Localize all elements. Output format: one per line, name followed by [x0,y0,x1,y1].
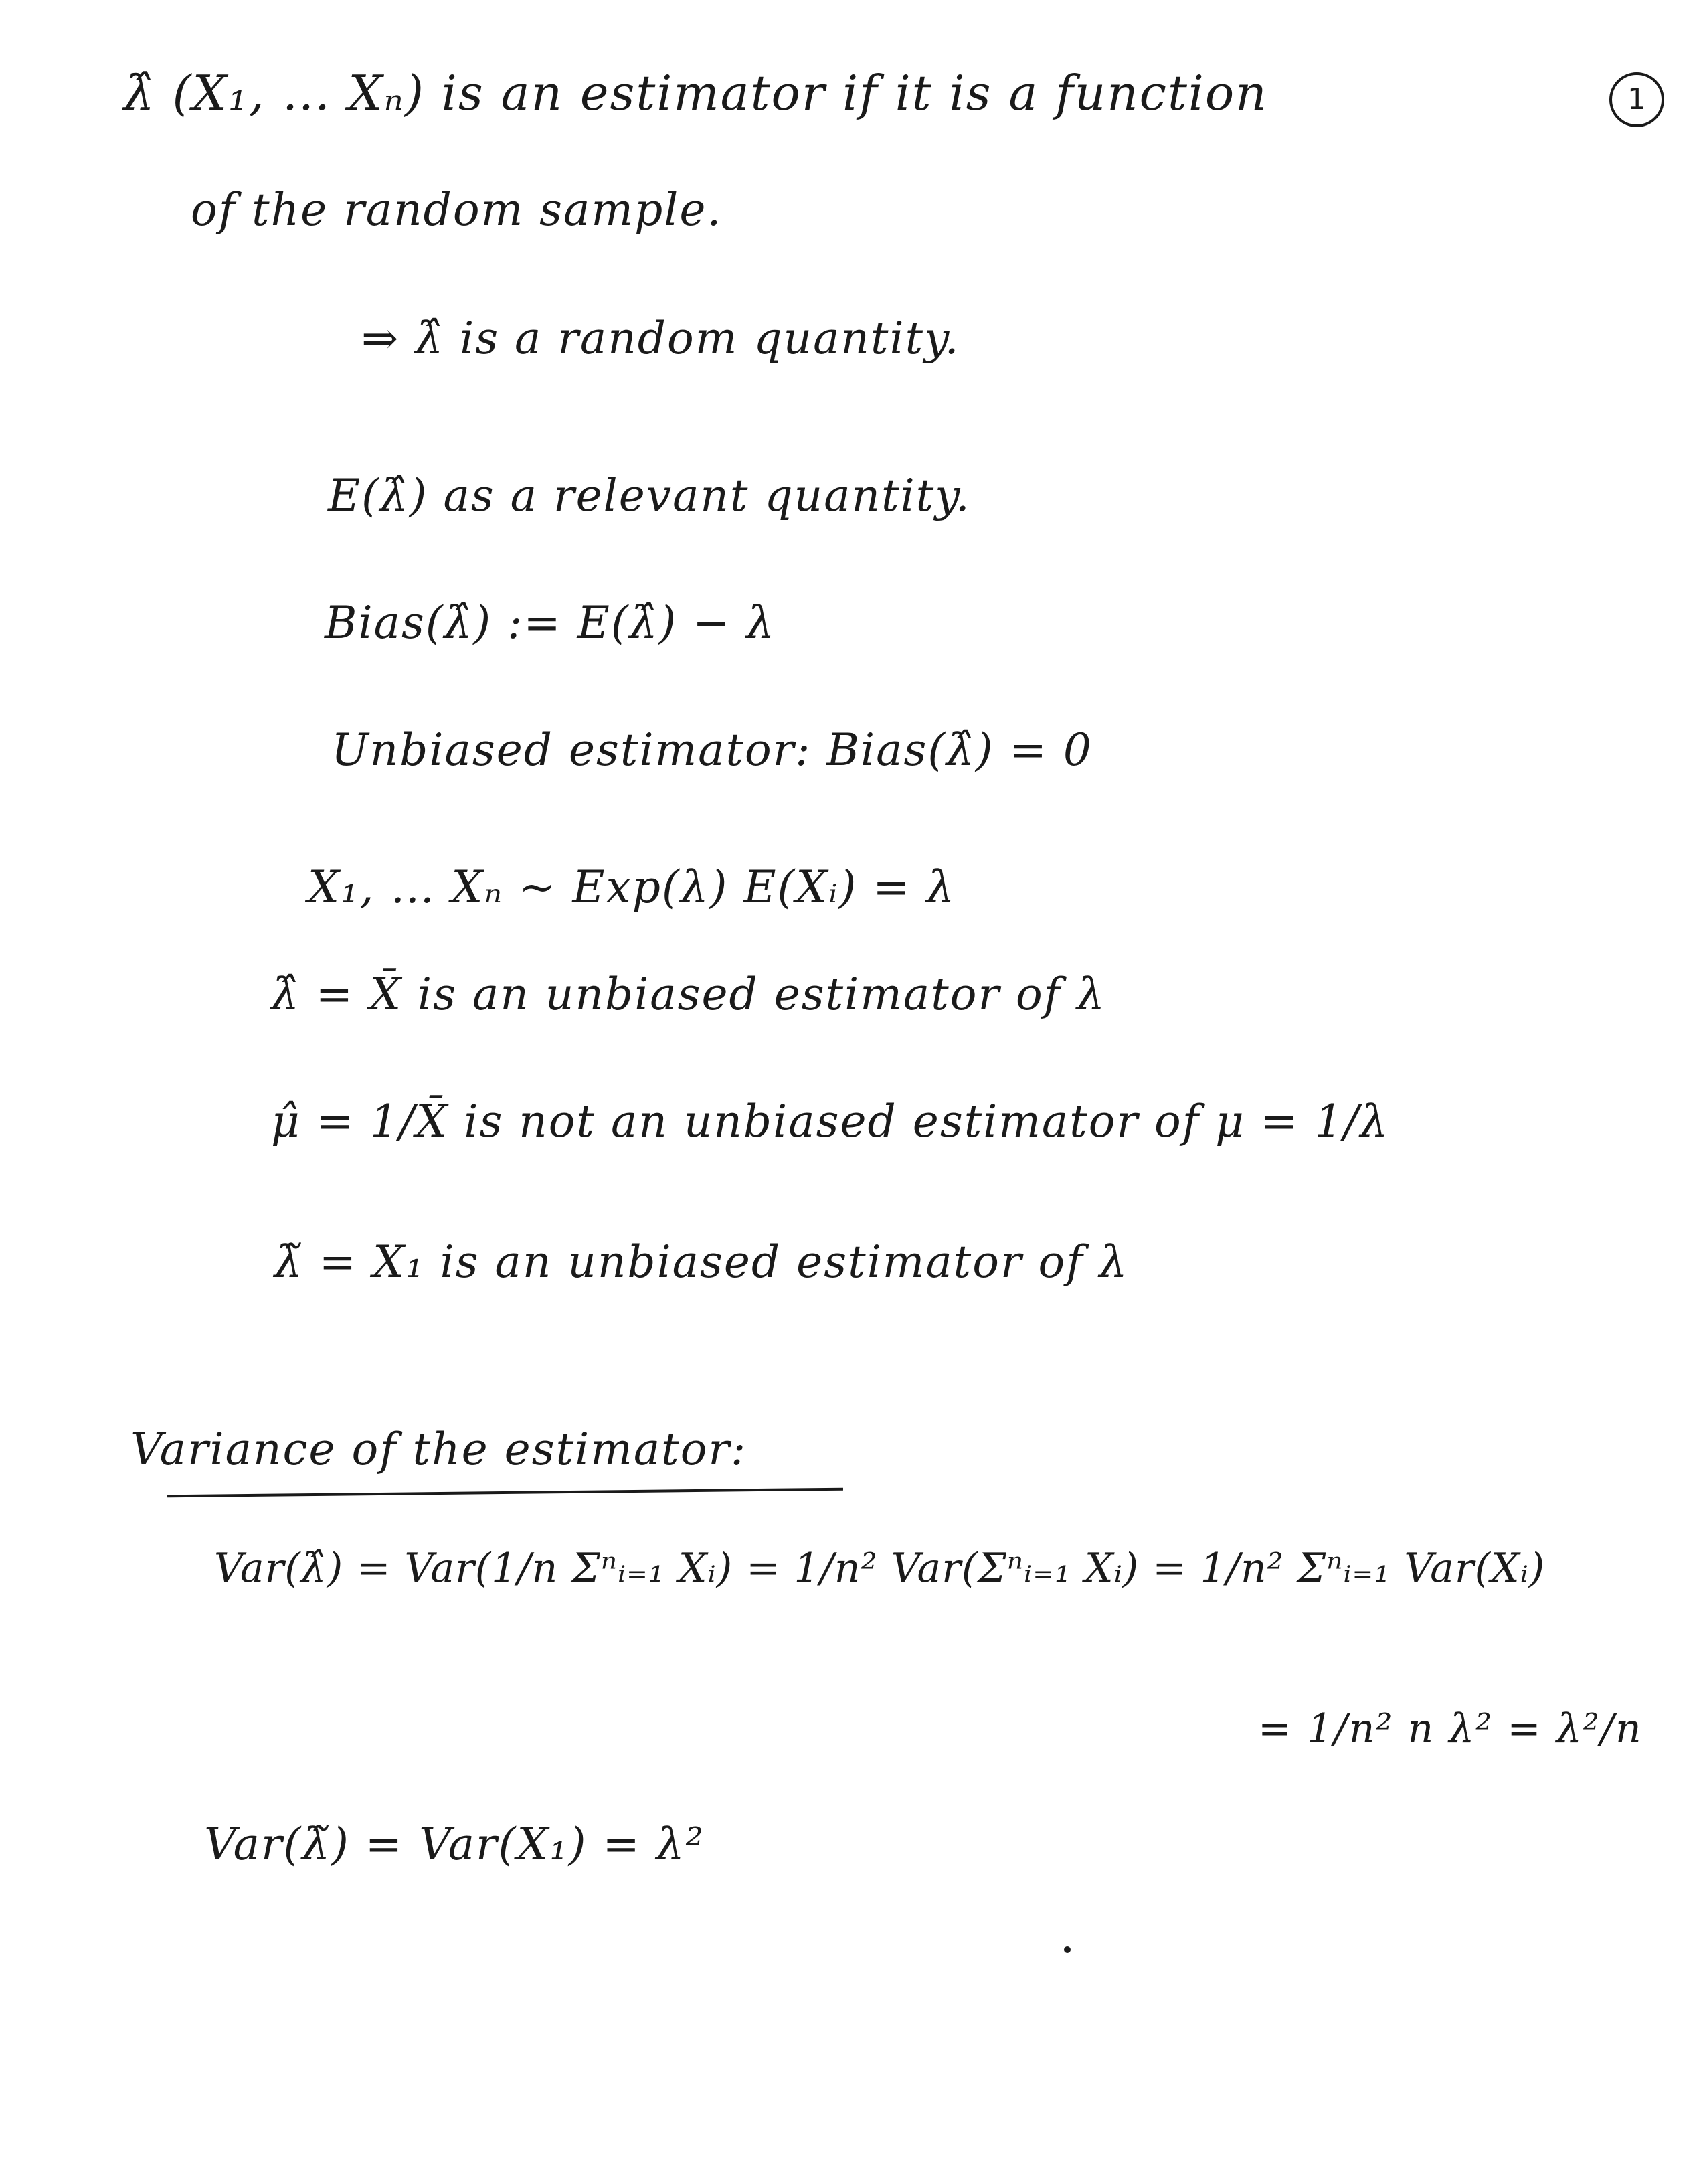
exponential-sample-line: X₁, … Xₙ ~ Exp(λ) E(Xᵢ) = λ [308,861,956,913]
variance-heading: Variance of the estimator: [130,1424,747,1475]
variance-of-mean-result: = 1/n² n λ² = λ²/n [1258,1705,1643,1752]
estimator-definition-line: λ̂ (X₁, … Xₙ) is an estimator if it is a function [124,65,1268,121]
page-number: 1 [1609,72,1664,127]
expectation-line: E(λ̂) as a relevant quantity. [328,470,971,521]
reciprocal-mean-biased-line: μ̂ = 1/X̄ is not an unbiased estimator of μ = 1/λ [271,1096,1390,1147]
heading-underline [167,1488,843,1498]
bias-definition: Bias(λ̂) := E(λ̂) − λ [325,597,776,649]
variance-of-mean-derivation: Var(λ̂) = Var(1/n Σⁿᵢ₌₁ Xᵢ) = 1/n² Var(Σⁿᵢ₌₁ Xᵢ) = 1/n² Σⁿᵢ₌₁ Var(Xᵢ) [214,1545,1546,1592]
sample-mean-unbiased-line: λ̂ = X̄ is an unbiased estimator of λ [271,969,1106,1020]
random-quantity-line: ⇒ λ̂ is a random quantity. [361,313,960,364]
first-observation-unbiased-line: λ̃ = X₁ is an unbiased estimator of λ [274,1236,1129,1288]
unbiased-estimator-definition: Unbiased estimator: Bias(λ̂) = 0 [331,724,1093,776]
stray-ink-dot [1064,1946,1071,1953]
variance-of-first-observation: Var(λ̃) = Var(X₁) = λ² [204,1819,705,1870]
estimator-definition-continuation: of the random sample. [191,184,723,236]
